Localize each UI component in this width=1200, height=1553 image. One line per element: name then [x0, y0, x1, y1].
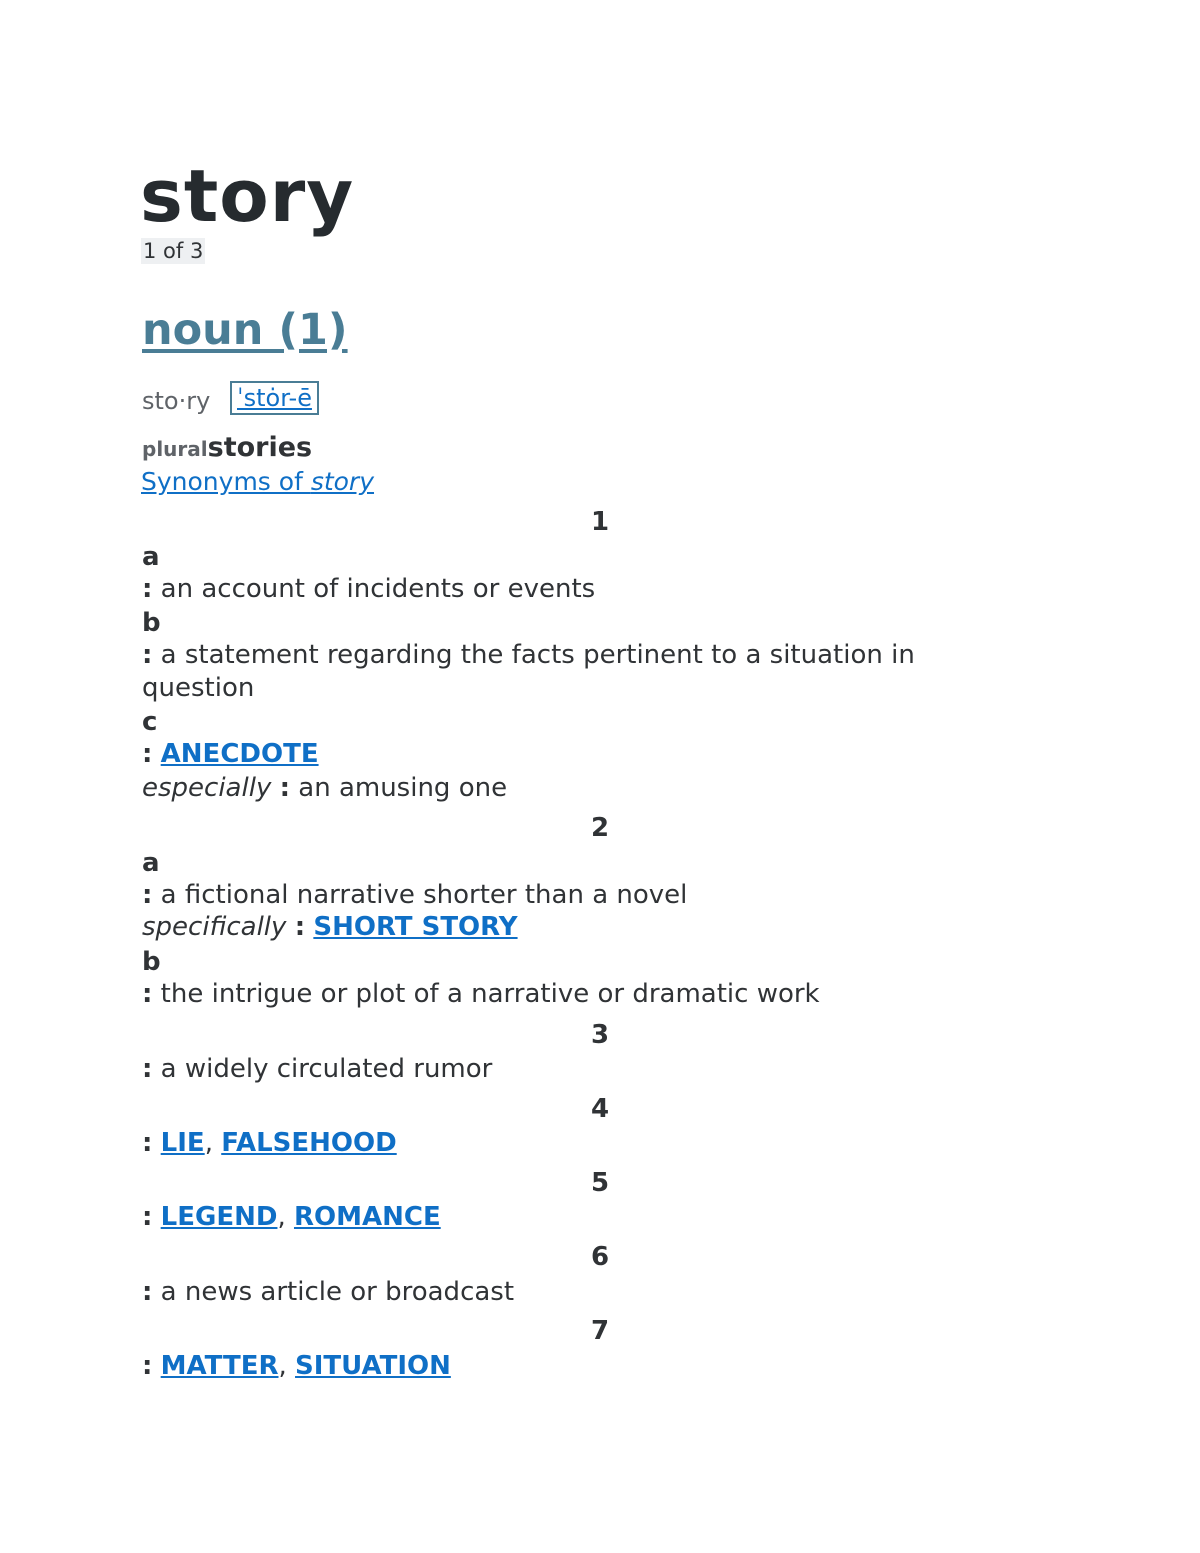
sense-letter: c	[142, 707, 158, 737]
cross-reference-link[interactable]: LEGEND	[160, 1202, 278, 1232]
headword: story	[140, 154, 355, 238]
homograph-counter: 1 of 3	[143, 239, 204, 263]
synonyms-link[interactable]	[141, 466, 374, 498]
cross-reference-separator: ,	[278, 1351, 296, 1381]
pronunciation-text: ˈstȯr-ē	[237, 384, 312, 412]
definition	[142, 1053, 492, 1086]
definition-colon: :	[142, 979, 153, 1009]
sense-number: 3	[590, 1020, 610, 1050]
cross-reference-separator: ,	[204, 1128, 222, 1158]
plural-form	[142, 431, 312, 466]
qualifier-label: specifically	[142, 912, 287, 942]
sense-number: 4	[590, 1094, 610, 1124]
definition-text: a fictional narrative shorter than a novel	[152, 880, 688, 910]
synonyms-prefix: Synonyms of	[141, 467, 311, 496]
sense-letter: b	[142, 947, 161, 977]
sense-letter: a	[142, 542, 160, 572]
definition-qualifier	[142, 911, 518, 944]
definition	[142, 738, 319, 771]
cross-reference-link[interactable]: SHORT STORY	[313, 912, 518, 942]
sense-letter: b	[142, 608, 161, 638]
definition-text: a widely circulated rumor	[152, 1054, 493, 1084]
definition-text: an account of incidents or events	[152, 574, 596, 604]
definition-colon: :	[142, 880, 153, 910]
definition-qualifier	[142, 772, 507, 805]
sense-number: 2	[590, 813, 610, 843]
qualifier-label: especially	[142, 773, 272, 803]
cross-reference-separator: ,	[277, 1202, 294, 1232]
definition-colon: :	[142, 1277, 153, 1307]
definition-colon: :	[142, 640, 153, 670]
definition	[142, 1127, 397, 1160]
definition-text: the intrigue or plot of a narrative or dramatic work	[152, 979, 820, 1009]
plural-label: plural	[142, 437, 208, 461]
sense-number: 1	[590, 507, 610, 537]
plural-word: stories	[207, 432, 313, 463]
definition-colon: :	[142, 1202, 153, 1232]
sense-number: 5	[590, 1168, 610, 1198]
cross-reference-link[interactable]: FALSEHOOD	[221, 1128, 397, 1158]
cross-reference-link[interactable]: ANECDOTE	[160, 739, 319, 769]
definition-colon: :	[142, 1054, 153, 1084]
definition	[142, 1350, 451, 1383]
definition-text: a statement regarding the facts pertinent to a situation in question	[142, 640, 915, 703]
cross-reference-link[interactable]: SITUATION	[295, 1351, 451, 1381]
definition-colon: :	[294, 912, 306, 942]
definition	[142, 573, 595, 606]
definition	[142, 879, 687, 912]
definition	[142, 978, 820, 1011]
cross-reference-link[interactable]: MATTER	[160, 1351, 279, 1381]
sense-number: 6	[590, 1242, 610, 1272]
definition-colon: :	[142, 574, 153, 604]
cross-reference-link[interactable]: ROMANCE	[293, 1202, 441, 1232]
part-of-speech-link[interactable]: noun (1)	[142, 305, 348, 355]
definition-text: an amusing one	[290, 773, 508, 803]
definition-colon: :	[142, 1351, 153, 1381]
definition-colon: :	[142, 739, 153, 769]
syllabification: sto·ry	[142, 387, 211, 415]
definition-colon: :	[142, 1128, 153, 1158]
sense-number: 7	[590, 1316, 610, 1346]
definition-colon: :	[279, 773, 290, 803]
pronunciation-button[interactable]	[230, 381, 319, 415]
definition	[142, 1201, 441, 1234]
cross-reference-link[interactable]: LIE	[160, 1128, 205, 1158]
definition-text: a news article or broadcast	[152, 1277, 515, 1307]
definition	[142, 639, 1022, 705]
sense-letter: a	[142, 848, 160, 878]
synonyms-word: story	[310, 467, 375, 496]
definition	[142, 1276, 514, 1309]
